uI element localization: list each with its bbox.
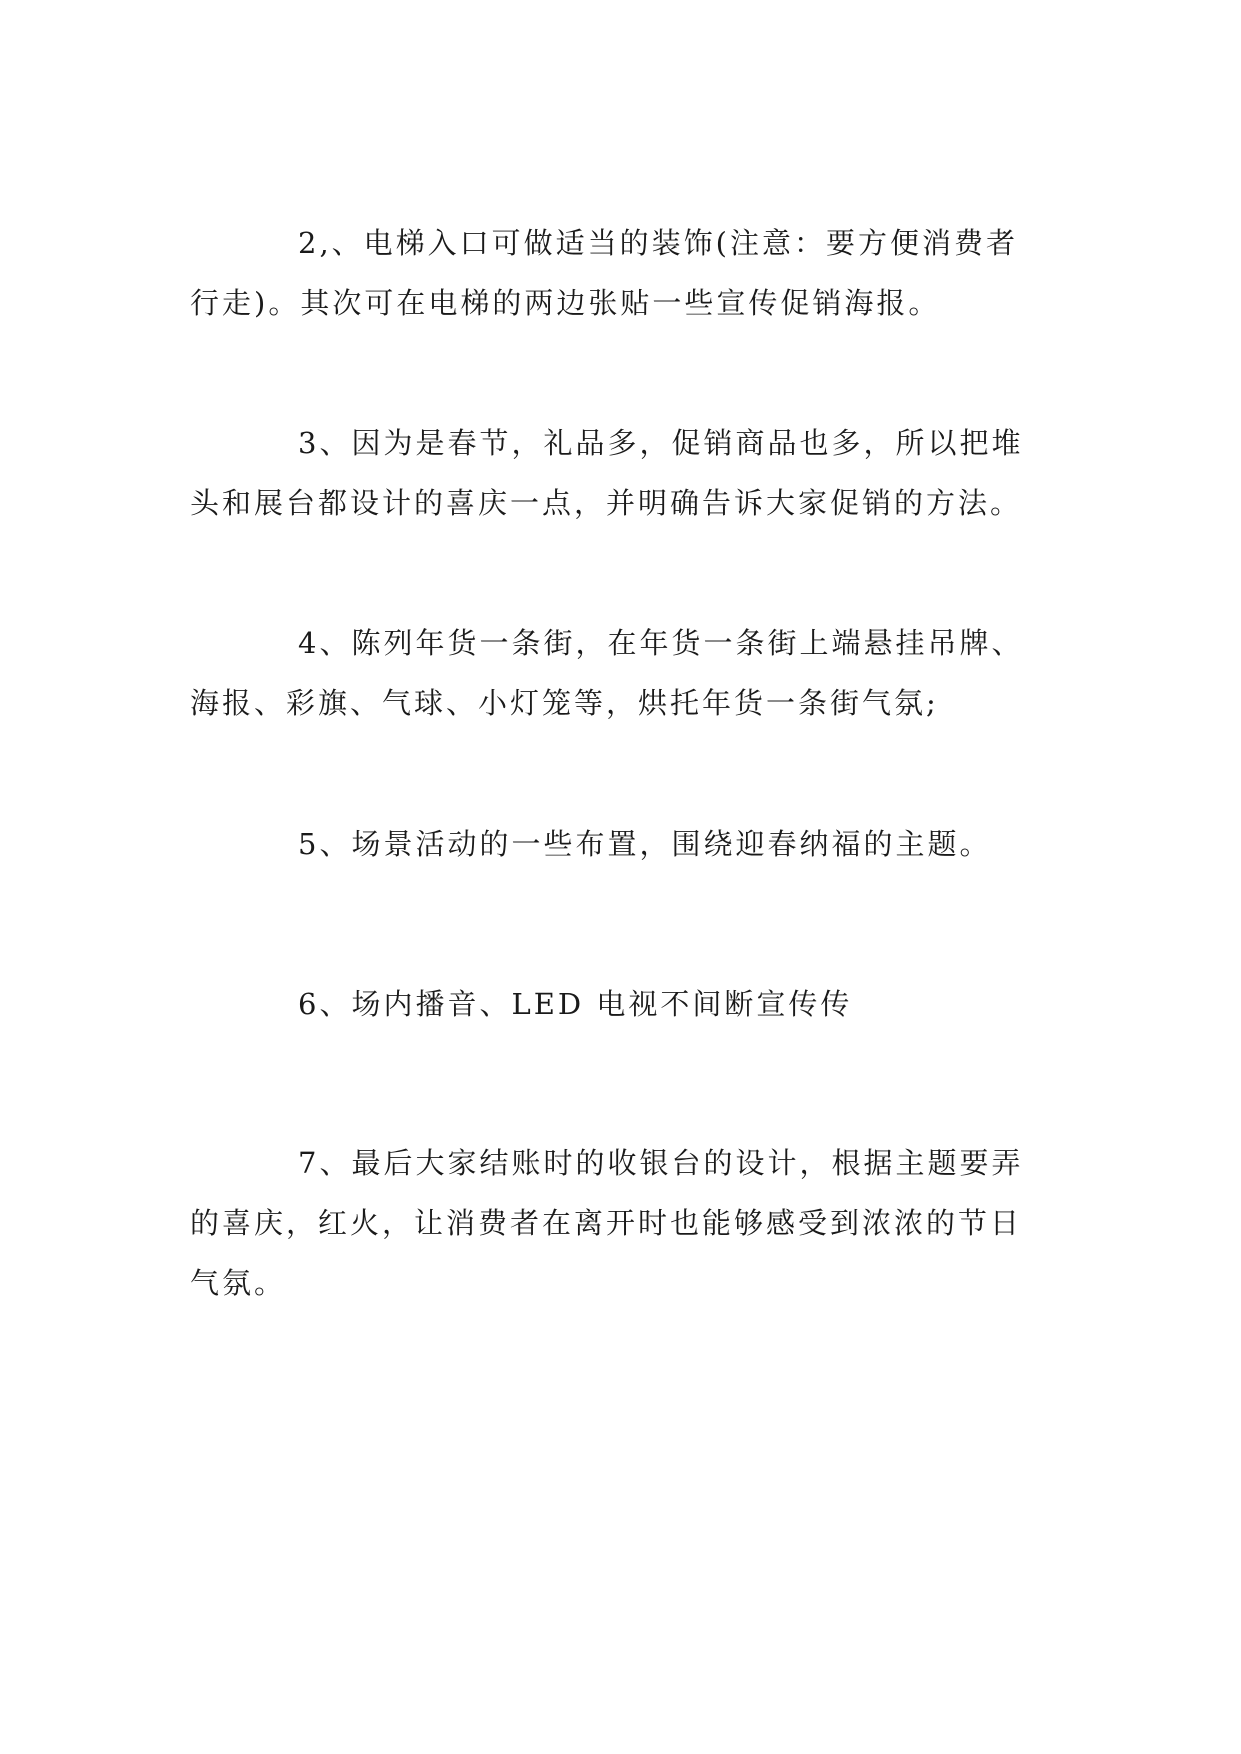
paragraph-4: [190, 613, 1050, 733]
paragraph-6: [190, 974, 1050, 1034]
paragraph-line: 3、因为是春节，礼品多，促销商品也多，所以把堆: [298, 426, 1024, 460]
paragraph-3: [190, 413, 1050, 533]
paragraph-5: [190, 814, 1050, 874]
paragraph-line: 4、陈列年货一条街，在年货一条街上端悬挂吊牌、: [298, 626, 1024, 660]
paragraph-line: 海报、彩旗、气球、小灯笼等，烘托年货一条街气氛;: [190, 686, 939, 720]
paragraph-line: 7、最后大家结账时的收银台的设计，根据主题要弄: [298, 1146, 1024, 1180]
paragraph-line: 气氛。: [190, 1266, 287, 1300]
paragraph-line: 5、场景活动的一些布置，围绕迎春纳福的主题。: [298, 827, 992, 861]
paragraph-7: [190, 1133, 1050, 1313]
paragraph-2: [190, 213, 1050, 333]
paragraph-line: 行走)。其次可在电梯的两边张贴一些宣传促销海报。: [190, 286, 941, 320]
paragraph-line: 2,、电梯入口可做适当的装饰(注意：要方便消费者: [298, 226, 1018, 260]
paragraph-line: 6、场内播音、LED 电视不间断宣传传: [298, 987, 853, 1021]
paragraph-line: 头和展台都设计的喜庆一点，并明确告诉大家促销的方法。: [190, 486, 1023, 520]
paragraph-line: 的喜庆，红火，让消费者在离开时也能够感受到浓浓的节日: [190, 1206, 1023, 1240]
